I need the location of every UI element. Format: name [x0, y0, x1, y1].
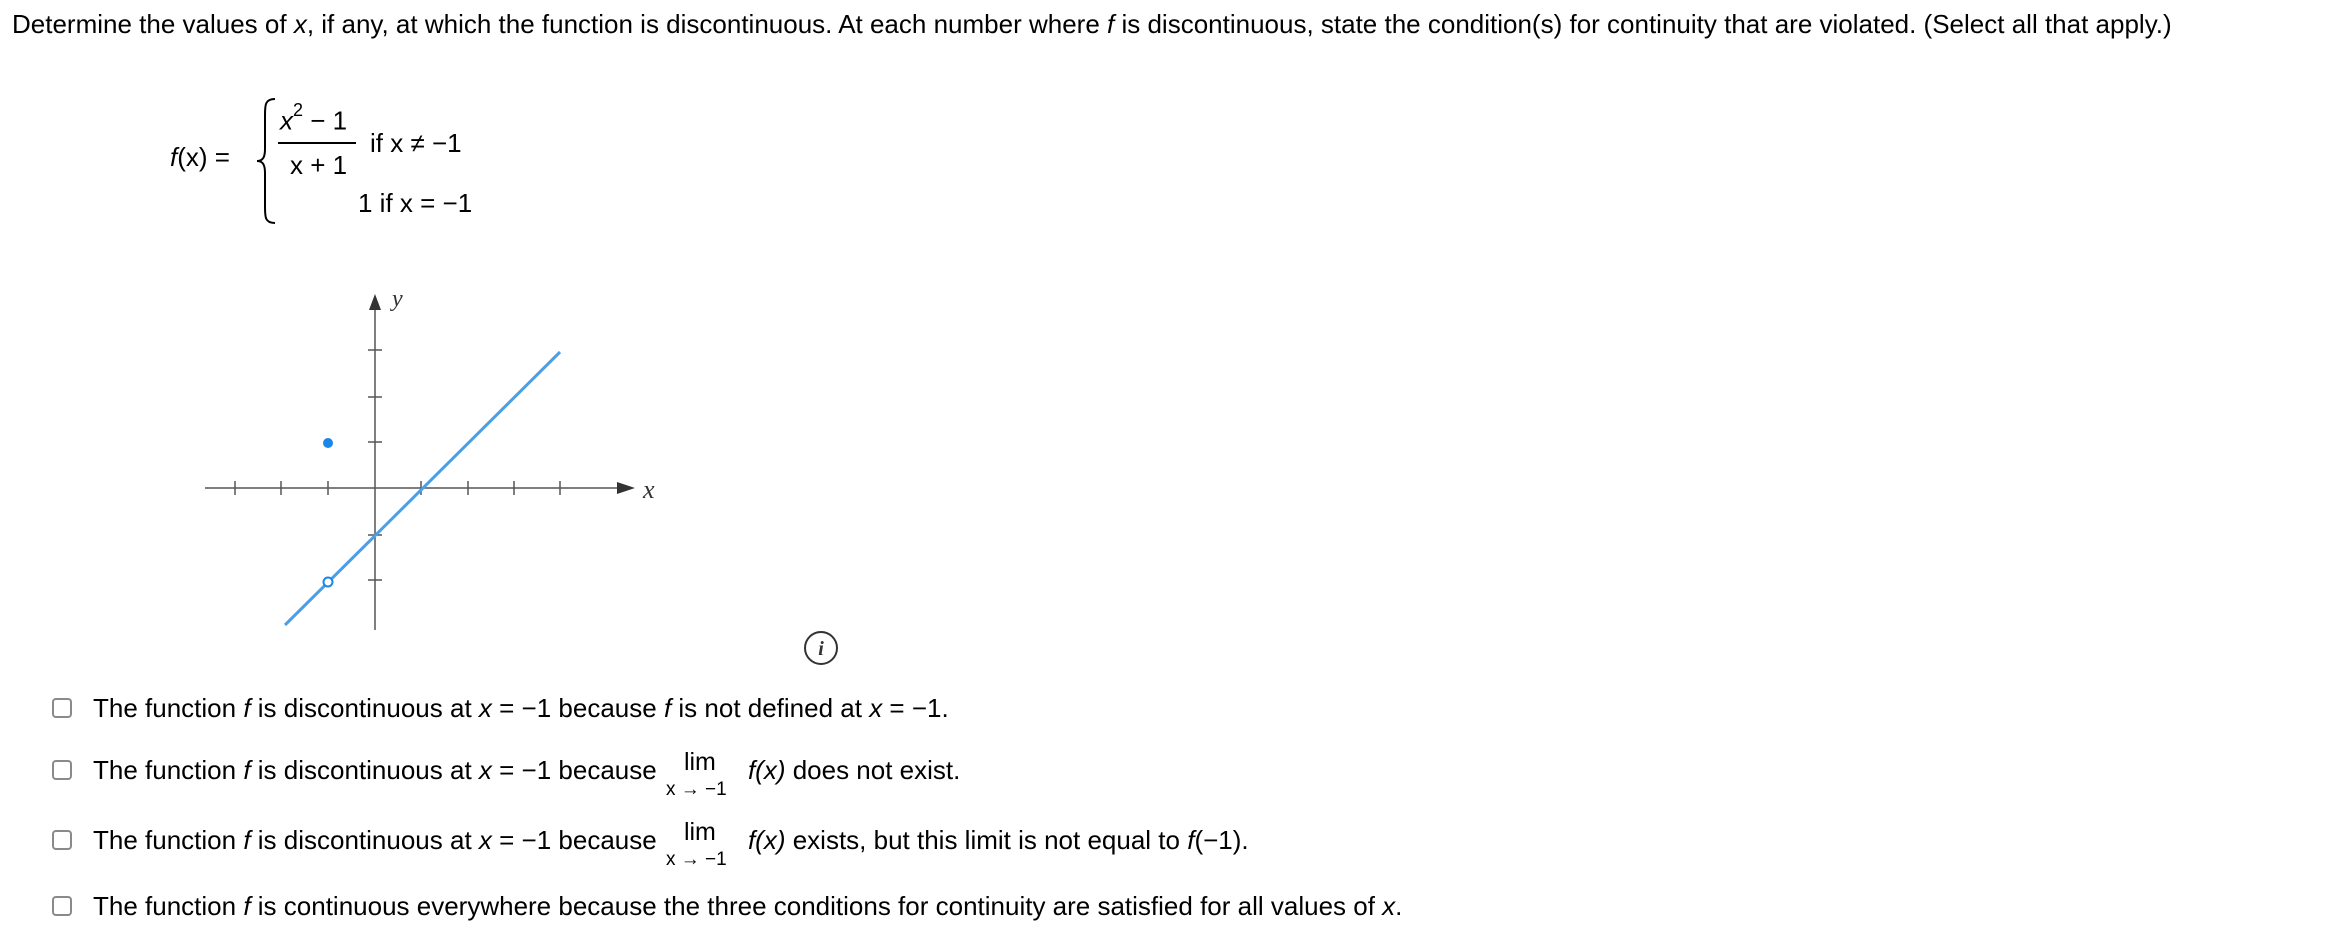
- function-lhs: f(x) =: [170, 142, 230, 172]
- info-icon: [803, 630, 839, 666]
- axis-ticks: [235, 350, 560, 580]
- fraction-bar: [278, 142, 356, 144]
- function-graph: [195, 280, 675, 640]
- option-checkbox[interactable]: [52, 896, 72, 916]
- svg-text:i: i: [818, 638, 824, 660]
- option-text: The function f is discontinuous at x = −1 because lim x → −1 f(x) does not exist.: [93, 748, 961, 800]
- info-button[interactable]: [803, 630, 839, 666]
- x-axis-arrow-icon: [617, 482, 635, 494]
- option-text: The function f is continuous everywhere because the three conditions for continuity are satisfied for all values of x.: [93, 891, 1403, 921]
- option-text: The function f is discontinuous at x = −1 because lim x → −1 f(x) exists, but this limit is not equal to f(−1).: [93, 818, 1249, 870]
- case1-condition: if x ≠ −1: [370, 128, 462, 158]
- left-brace: [255, 97, 279, 225]
- option-text: The function f is discontinuous at x = −1 because f is not defined at x = −1.: [93, 693, 949, 723]
- case2: 1 if x = −1: [358, 188, 473, 218]
- limit-notation: lim x → −1: [665, 748, 727, 800]
- x-axis-label: x: [643, 475, 655, 504]
- fraction-denominator: x + 1: [290, 150, 348, 180]
- limit-notation: lim x → −1: [665, 818, 727, 870]
- option-checkbox[interactable]: [52, 830, 72, 850]
- y-axis-arrow-icon: [369, 294, 381, 310]
- option-checkbox[interactable]: [52, 698, 72, 718]
- open-hole-point: [324, 578, 333, 587]
- piecewise-function: [170, 92, 530, 232]
- y-axis-label: y: [392, 286, 403, 312]
- filled-point: [323, 438, 333, 448]
- fraction-numerator: $x^2 - 1$: [280, 100, 348, 136]
- question-prompt: Determine the values of x, if any, at which the function is discontinuous. At each number where f is discontinuous, state the condition(s) for continuity that are violated. (Select all that apply.): [12, 9, 2172, 39]
- option-checkbox[interactable]: [52, 760, 72, 780]
